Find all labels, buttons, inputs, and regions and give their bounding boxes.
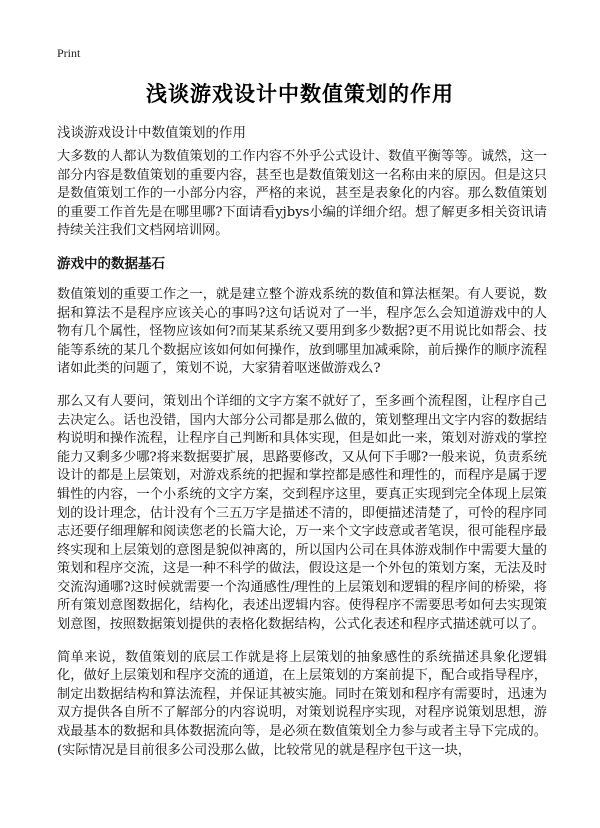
body-paragraph: 数值策划的重要工作之一，就是建立整个游戏系统的数值和算法框架。有人要说，数据和算法不是程序应该关心的事吗?这句话说对了一半，程序怎么会知道游戏中的人物有几个属性，怪物应该如何?而某某系统又要用到多少数据?更不用说比如帮会、技能等系统的某几个数据应该如何如何操作，放到哪里加减乘除，前后操作的顺序流程诸如此类的问题了，策划不说，大家猜着呕迷做游戏么? — [57, 286, 547, 377]
print-link[interactable]: Print — [57, 46, 81, 60]
body-paragraph: 那么又有人要问，策划出个详细的文字方案不就好了，至多画个流程图，让程序自己去决定么。话也没错，国内大部分公司都是那么做的，策划整理出文字内容的数据结构说明和操作流程，让程序自己判断和具体实现，但是如此一来，策划对游戏的掌控能力又剩多少哪?将来数据要扩展，思路要修改，又从何下手哪?一般来说，负责系统设计的都是上层策划，对游戏系统的把握和掌控都是感性和理性的，而程序是属于逻辑性的内容，一个小系统的文字方案，交到程序这里，要真正实现到完全体现上层策划的设计理念，估计没有个三五万字是描述不清的，即便描述清楚了，可怜的程序同志还要仔细理解和阅读您老的长篇大论，万一来个文字歧意或者笔误，很可能程序最终实现和上层策划的意图是貌似神离的，所以国内公司在具体游戏制作中需要大量的策划和程序交流，这是一种不科学的做法，假设这是一个外包的策划方案，无法及时交流沟通哪?这时候就需要一个沟通感性/理性的上层策划和逻辑的程序间的桥梁，将所有策划意图数据化，结构化，表述出逻辑内容。使得程序不需要思考如何去实现策划意图，按照数据策划提供的表格化数据结构，公式化表述和程序式描述就可以了。 — [57, 393, 547, 633]
intro-paragraph: 大多数的人都认为数值策划的工作内容不外乎公式设计、数值平衡等等。诚然，这一部分内容是数值策划的重要内容，甚至也是数值策划这一名称由来的原因。但是这只是数值策划工作的一小部分内容，严格的来说，甚至是表象化的内容。那么数值策划的重要工作首先是在哪里哪?下面请看yjbys小编的详细介绍。想了解更多相关资讯请持续关注我们文档网培训网。 — [57, 149, 547, 239]
document-title: 浅谈游戏设计中数值策划的作用 — [146, 81, 454, 106]
document-subtitle: 浅谈游戏设计中数值策划的作用 — [57, 125, 246, 141]
document-body — [57, 148, 547, 774]
section-heading: 游戏中的数据基石 — [57, 255, 165, 272]
body-paragraph: 简单来说，数值策划的底层工作就是将上层策划的抽象感性的系统描述具象化逻辑化，做好上层策划和程序交流的通道，在上层策划的方案前提下，配合或指导程序，制定出数据结构和算法流程，并保证其被实施。同时在策划和程序有需要时，迅速为双方提供各自所不了解部分的内容说明，对策划说程序实现，对程序说策划思想，游戏最基本的数据和具体数据流向等，是必须在数值策划全力参与或者主导下完成的。(实际情况是目前很多公司没那么做，比较常见的就是程序包干这一块， — [57, 649, 547, 758]
